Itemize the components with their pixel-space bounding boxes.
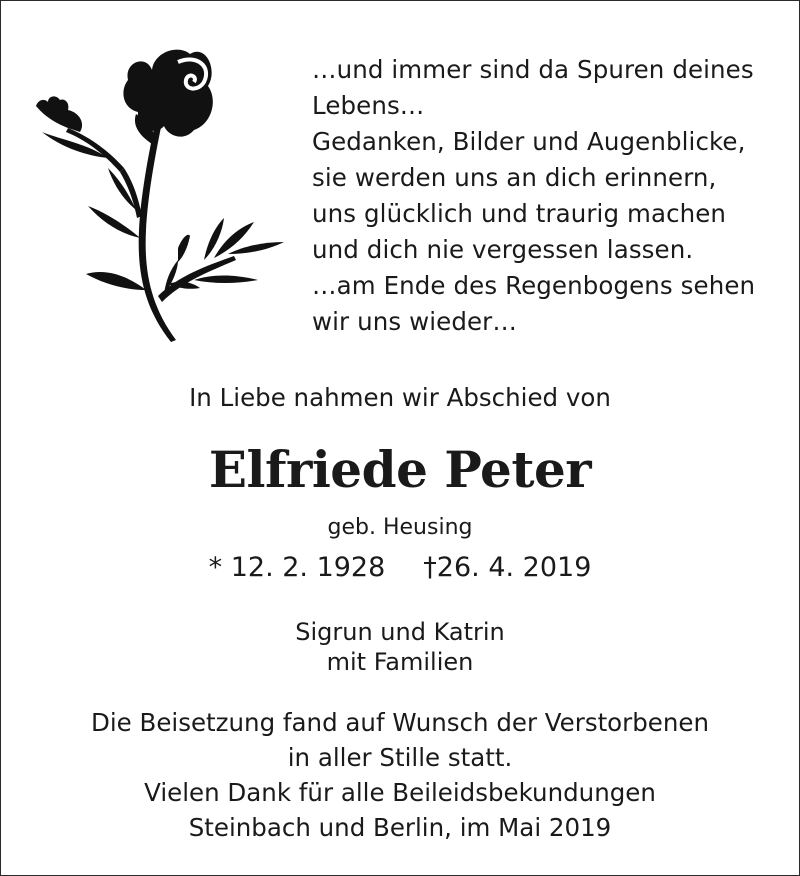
poem-line: …und immer sind da Spuren deines xyxy=(312,55,754,84)
intro-text: In Liebe nahmen wir Abschied von xyxy=(189,383,611,412)
life-dates xyxy=(0,552,800,583)
birth-date: * 12. 2. 1928 xyxy=(208,552,386,583)
closing-line: in aller Stille statt. xyxy=(287,743,513,772)
closing-line: Steinbach und Berlin, im Mai 2019 xyxy=(188,813,612,842)
mourners-names: Sigrun und Katrin xyxy=(295,618,505,646)
closing-line: Vielen Dank für alle Beileidsbekundungen xyxy=(144,778,656,807)
poem-line: Gedanken, Bilder und Augenblicke, xyxy=(312,127,746,156)
poem-line: …am Ende des Regenbogens sehen xyxy=(312,271,756,300)
mourners-families: mit Familien xyxy=(326,648,474,676)
closing-text xyxy=(0,705,800,845)
poem-line: wir uns wieder… xyxy=(312,307,517,336)
death-date: †26. 4. 2019 xyxy=(423,552,592,583)
poem-verse xyxy=(312,52,782,340)
poem-line: uns glücklich und traurig machen xyxy=(312,199,727,228)
closing-line: Die Beisetzung fand auf Wunsch der Verstorbenen xyxy=(90,708,709,737)
mourners xyxy=(0,617,800,677)
poem-line: sie werden uns an dich erinnern, xyxy=(312,163,717,192)
rose-flower-icon xyxy=(28,40,288,350)
poem-line: und dich nie vergessen lassen. xyxy=(312,235,694,264)
birth-name: geb. Heusing xyxy=(327,515,473,540)
deceased-name: Elfriede Peter xyxy=(208,440,592,499)
poem-line: Lebens… xyxy=(312,91,425,120)
